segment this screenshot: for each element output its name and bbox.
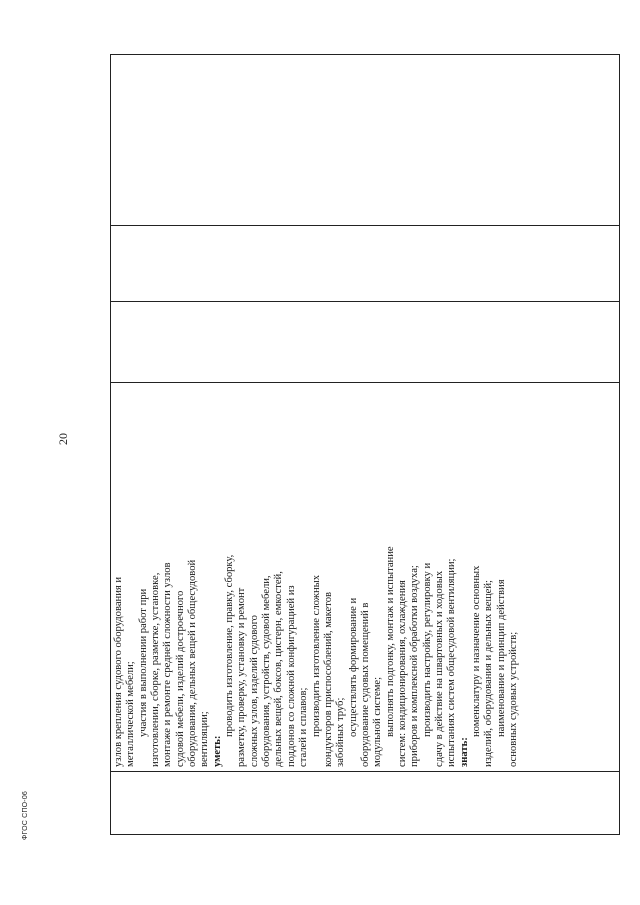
text-line: участия в выполнении работ при <box>137 588 149 737</box>
text-line: производить настройку, регулировку и <box>421 562 433 737</box>
text-line: сдачу в действие на швартовных и ходовых <box>433 570 445 767</box>
text-line: оборудования, устройств, судовой мебели, <box>261 575 273 767</box>
text-line: наименование и принцип действия <box>495 579 507 737</box>
text-line: сталей и сплавов; <box>298 687 310 767</box>
text-line: забойных труб; <box>335 697 347 767</box>
page-number: 20 <box>56 433 70 445</box>
text-line: осуществлять формирование и <box>347 597 359 737</box>
text-line: уметь: <box>211 735 223 767</box>
hours-cell-2 <box>111 226 620 302</box>
text-line: монтаже и ремонте средней сложности узлов <box>162 562 174 767</box>
rotated-page-content <box>110 55 620 835</box>
text-line: изделий, оборудования и дельных вещей; <box>483 580 495 767</box>
requirements-cell <box>111 383 620 772</box>
text-line: номенклатуру и назначение основных <box>470 565 482 737</box>
text-line: выполнять подгонку, монтаж и испытание <box>384 546 396 737</box>
text-line: металлической мебели; <box>125 661 137 767</box>
text-line: сложных узлов, изделий судового <box>248 615 260 767</box>
hours-cell <box>111 302 620 383</box>
footer-code: ФГОС СПО-06 <box>22 790 29 840</box>
text-line: основных судовых устройств; <box>508 631 519 767</box>
text-line: судовой мебели, изделий достроечного <box>174 590 186 767</box>
text-line: оборудование судовых помещений в <box>359 602 371 767</box>
text-line: систем: кондиционирования, охлаждения <box>396 580 408 767</box>
text-line: разметку, проверку, установку и ремонт <box>236 587 248 767</box>
text-line: оборудования, дельных вещей и общесудовой <box>187 559 199 767</box>
text-line: модульной системе; <box>372 676 384 767</box>
text-line: изготовлении, сборке, разметке, установке, <box>150 572 162 767</box>
table-row <box>111 55 620 835</box>
text-line: производить изготовление сложных <box>310 574 322 737</box>
text-line: знать: <box>458 737 470 767</box>
requirements-text <box>111 383 520 771</box>
curriculum-table <box>110 54 620 835</box>
discipline-cell <box>111 55 620 226</box>
text-line: поддонов со сложной конфигурацией из <box>285 585 297 767</box>
text-line: вентиляции; <box>199 711 211 767</box>
text-line: кондукторов приспособлений, макетов <box>322 592 334 767</box>
text-line: проводить изготовление, правку, сборку, <box>224 554 236 737</box>
text-line: узлов крепления судового оборудования и <box>113 576 124 767</box>
text-line: дельных вещей, боксов, цистерн, емкостей, <box>273 571 285 767</box>
text-line: испытаниях систем общесудовой вентиляции; <box>446 558 458 767</box>
text-line: приборов и комплексной обработки воздуха; <box>409 565 421 767</box>
code-cell <box>111 772 620 835</box>
